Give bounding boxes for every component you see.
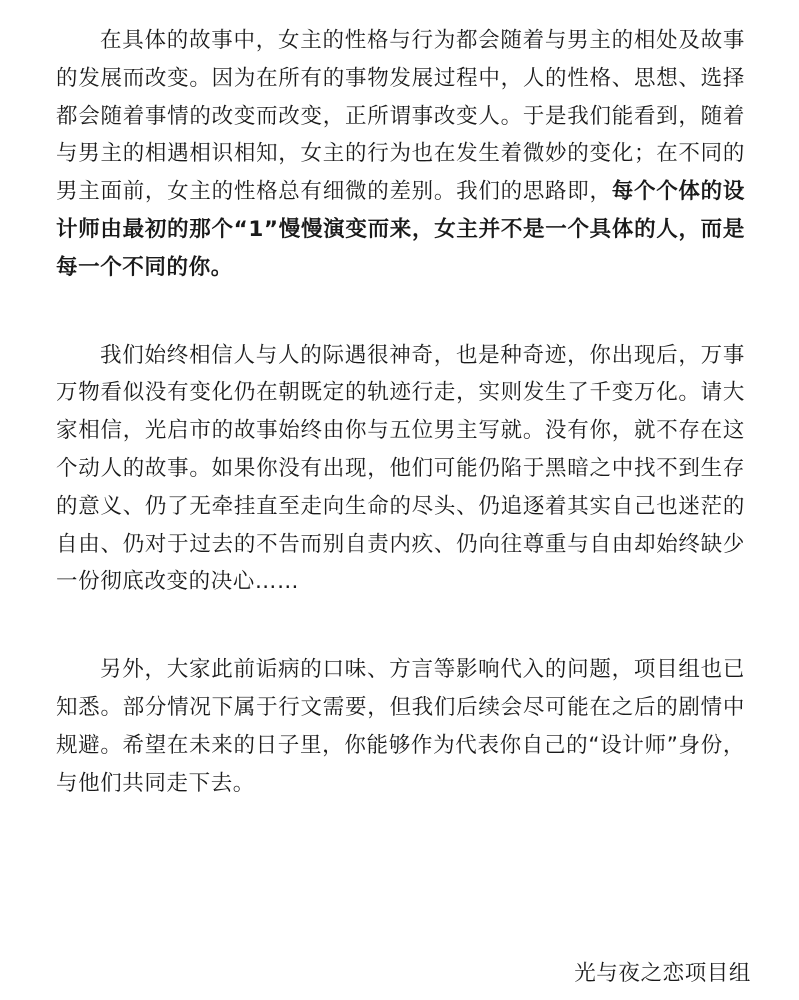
paragraph-2-text: 我们始终相信人与人的际遇很神奇，也是种奇迹，你出现后，万事万物看似没有变化仍在朝既定的轨迹行走，实则发生了千变万化。请大家相信，光启市的故事始终由你与五位男主写就。没有你，就不存在这个动人的故事。如果你没有出现，他们可能仍陷于黑暗之中找不到生存的意义、仍了无牵挂直至走向生命的尽头、仍追逐着其实自己也迷茫的自由、仍对于过去的不告而别自责内疚、仍向往尊重与自由却始终缺少一份彻底改变的决心…… xyxy=(56,342,745,595)
paragraph-spacer xyxy=(56,287,745,337)
paragraph-3-text: 另外，大家此前诟病的口味、方言等影响代入的问题，项目组也已知悉。部分情况下属于行文需要，但我们后续会尽可能在之后的剧情中规避。希望在未来的日子里，你能够作为代表你自己的“设计师”身份，与他们共同走下去。 xyxy=(56,657,745,796)
paragraph-1-bold-text: 每个个体的设计师由最初的那个“1”慢慢演变而来，女主并不是一个具体的人，而是每一个不同的你。 xyxy=(56,179,745,280)
paragraph-1 xyxy=(56,22,745,287)
paragraph-1-text: 在具体的故事中，女主的性格与行为都会随着与男主的相处及故事的发展而改变。因为在所有的事物发展过程中，人的性格、思想、选择都会随着事情的改变而改变，正所谓事改变人。于是我们能看到，随着与男主的相遇相识相知，女主的行为也在发生着微妙的变化；在不同的男主面前，女主的性格总有细微的差别。我们的思路即， xyxy=(56,28,745,205)
paragraph-2 xyxy=(56,337,745,602)
paragraph-spacer xyxy=(56,601,745,651)
signature: 光与夜之恋项目组 xyxy=(574,961,751,986)
paragraph-3 xyxy=(56,651,745,802)
